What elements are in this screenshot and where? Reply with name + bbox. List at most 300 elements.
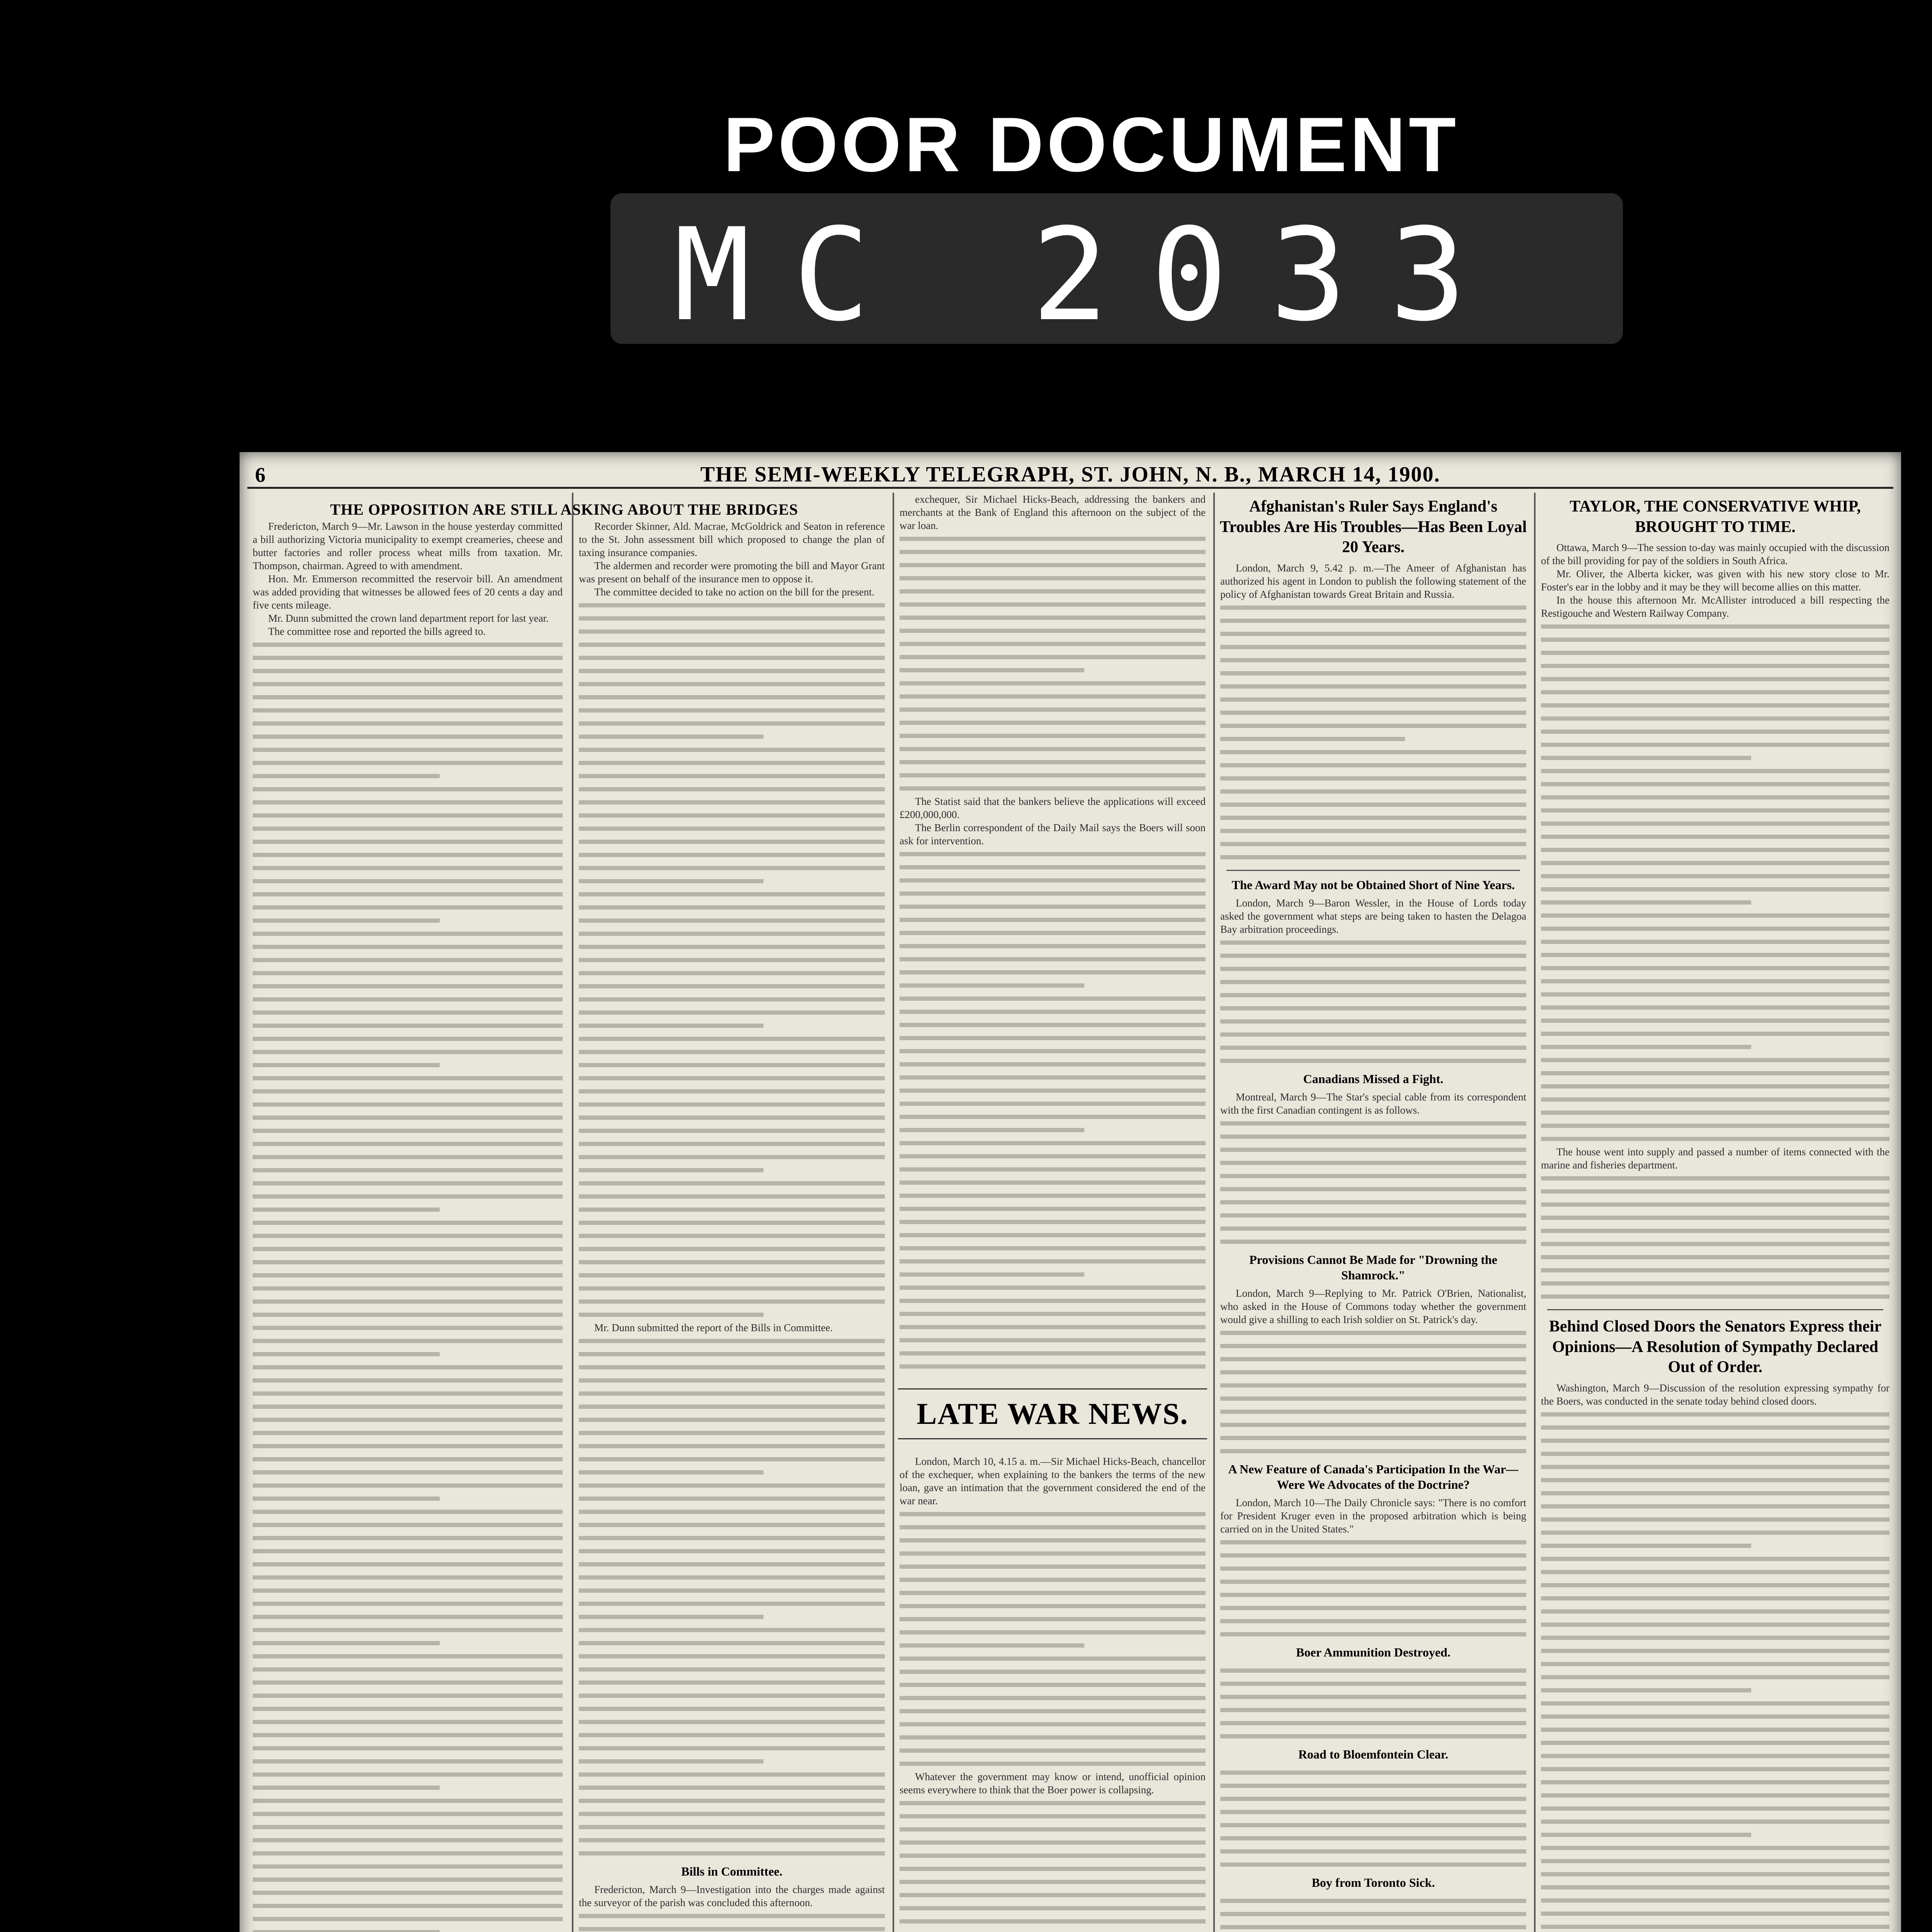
illegible-text-line xyxy=(900,1242,1206,1255)
illegible-text-line xyxy=(1220,1222,1526,1235)
illegible-text-line xyxy=(900,1731,1206,1744)
illegible-text-line xyxy=(579,1452,885,1466)
illegible-text-line xyxy=(253,1203,440,1216)
illegible-text-line xyxy=(253,1308,563,1321)
illegible-text-line xyxy=(1220,1326,1526,1339)
illegible-text-line xyxy=(1541,1867,1889,1881)
illegible-text-line xyxy=(579,927,885,940)
article-text: The aldermen and recorder were promoting the bill and Mayor Grant was present on behalf of the insurance men to oppose it. xyxy=(579,560,885,585)
illegible-text-line xyxy=(900,1110,1206,1123)
illegible-text-line xyxy=(253,1702,563,1715)
illegible-text-line xyxy=(579,1347,885,1361)
illegible-text-line xyxy=(579,1715,885,1728)
illegible-text-line xyxy=(900,1626,1206,1639)
illegible-text-line xyxy=(1541,804,1889,817)
illegible-text-line xyxy=(579,1439,885,1452)
filler-text-block xyxy=(573,1334,890,1860)
filler-text-block xyxy=(1215,936,1532,1067)
illegible-text-line xyxy=(900,1901,1206,1915)
illegible-text-line xyxy=(253,1505,563,1518)
illegible-text-line xyxy=(1541,1592,1889,1605)
illegible-text-line xyxy=(900,900,1206,913)
illegible-text-line xyxy=(253,966,563,980)
illegible-text-line xyxy=(900,1005,1206,1018)
illegible-text-line xyxy=(579,1426,885,1439)
illegible-text-line xyxy=(1541,712,1889,725)
shamrock-heading: Provisions Cannot Be Made for "Drowning the Shamrock." xyxy=(1249,1252,1497,1282)
illegible-text-line xyxy=(1541,1710,1889,1723)
illegible-text-line xyxy=(900,1691,1206,1704)
illegible-text-line xyxy=(1541,1565,1889,1578)
illegible-text-line xyxy=(1541,1290,1889,1303)
column-5 xyxy=(1534,493,1895,1932)
illegible-text-line xyxy=(253,1295,563,1308)
subheading: Bills in Committee. xyxy=(681,1864,783,1878)
illegible-text-line xyxy=(1220,1444,1526,1458)
illegible-text-line xyxy=(253,782,563,796)
illegible-text-line xyxy=(1220,667,1526,680)
illegible-text-line xyxy=(900,1215,1206,1228)
illegible-text-line xyxy=(579,861,885,874)
illegible-text-line xyxy=(1220,1549,1526,1562)
illegible-text-line xyxy=(253,743,563,756)
illegible-text-line xyxy=(1220,1379,1526,1392)
illegible-text-line xyxy=(1220,1703,1526,1716)
illegible-text-line xyxy=(579,1085,885,1098)
illegible-text-line xyxy=(900,1097,1206,1110)
illegible-text-line xyxy=(253,1426,563,1439)
illegible-text-line xyxy=(900,1704,1206,1718)
illegible-text-line xyxy=(579,717,885,730)
illegible-text-line xyxy=(1220,824,1526,837)
illegible-text-line xyxy=(900,1189,1206,1202)
illegible-text-line xyxy=(253,1689,563,1702)
illegible-text-line xyxy=(579,1295,885,1308)
illegible-text-line xyxy=(579,1269,885,1282)
illegible-text-line xyxy=(253,1663,563,1676)
illegible-text-line xyxy=(1220,1536,1526,1549)
column-3 xyxy=(893,493,1211,1932)
article-text: The committee decided to take no action on the bill for the present. xyxy=(594,586,875,598)
illegible-text-line xyxy=(253,1531,563,1544)
illegible-text-line xyxy=(1220,601,1526,614)
illegible-text-line xyxy=(900,545,1206,558)
illegible-text-line xyxy=(1220,1690,1526,1703)
illegible-text-line xyxy=(900,1071,1206,1084)
illegible-text-line xyxy=(579,1922,885,1932)
illegible-text-line xyxy=(253,1098,563,1111)
illegible-text-line xyxy=(253,756,563,769)
illegible-text-line xyxy=(579,1216,885,1229)
illegible-text-line xyxy=(900,1347,1206,1360)
illegible-text-line xyxy=(900,1560,1206,1573)
illegible-text-line xyxy=(253,1492,440,1505)
illegible-text-line xyxy=(1220,732,1405,745)
illegible-text-line xyxy=(900,1031,1206,1044)
illegible-text-line xyxy=(1541,725,1889,738)
article-text: London, March 10—The Daily Chronicle says: "There is no comfort for President Kruger even in the proposed arbitration which is being carried on in the United States." xyxy=(1220,1497,1526,1535)
illegible-text-line xyxy=(579,1479,885,1492)
film-header xyxy=(0,0,1932,386)
article-text: London, March 9, 5.42 p. m.—The Ameer of Afghanistan has authorized his agent in London to publish the following statement of the policy of Afghanistan towards Great Britain and Russia. xyxy=(1220,562,1526,600)
illegible-text-line xyxy=(1541,1264,1889,1277)
article-text: In the house this afternoon Mr. McAllister introduced a bill respecting the Restigouche and Western Railway Company. xyxy=(1541,594,1889,619)
illegible-text-line xyxy=(1541,1881,1889,1894)
illegible-text-line xyxy=(900,874,1206,887)
illegible-text-line xyxy=(1220,1366,1526,1379)
illegible-text-line xyxy=(1541,1578,1889,1592)
illegible-text-line xyxy=(900,558,1206,571)
illegible-text-line xyxy=(253,1216,563,1229)
illegible-text-line xyxy=(1220,1766,1526,1779)
divider xyxy=(1226,870,1520,871)
illegible-text-line xyxy=(253,888,563,901)
illegible-text-line xyxy=(1220,693,1526,706)
illegible-text-line xyxy=(900,1573,1206,1586)
illegible-text-line xyxy=(900,1652,1206,1665)
illegible-text-line xyxy=(1541,1486,1889,1500)
illegible-text-line xyxy=(579,1374,885,1387)
illegible-text-line xyxy=(900,1333,1206,1347)
filler-text-block xyxy=(894,1796,1211,1932)
illegible-text-line xyxy=(579,1466,764,1479)
filler-text-block xyxy=(1215,1326,1532,1458)
illegible-text-line xyxy=(253,1768,563,1781)
illegible-text-line xyxy=(579,664,885,677)
illegible-text-line xyxy=(253,1334,563,1347)
illegible-text-line xyxy=(1541,777,1889,791)
illegible-text-line xyxy=(1541,1513,1889,1526)
illegible-text-line xyxy=(253,704,563,717)
article-text: Hon. Mr. Emmerson recommitted the reservoir bill. An amendment was added providing that witnesses be allowed fees of 20 cents a day and five cents mileage. xyxy=(253,573,563,611)
illegible-text-line xyxy=(1220,759,1526,772)
illegible-text-line xyxy=(1220,1352,1526,1366)
award-heading: The Award May not be Obtained Short of Nine Years. xyxy=(1231,878,1515,892)
illegible-text-line xyxy=(253,901,563,914)
film-code: MC 2033 xyxy=(673,201,1509,349)
illegible-text-line xyxy=(579,1242,885,1255)
illegible-text-line xyxy=(1541,1119,1889,1132)
subheading: Boer Ammunition Destroyed. xyxy=(1296,1645,1451,1659)
illegible-text-line xyxy=(253,874,563,888)
article-text: The house went into supply and passed a number of items connected with the marine and fisheries department. xyxy=(1541,1146,1889,1171)
illegible-text-line xyxy=(253,1623,563,1636)
illegible-text-line xyxy=(1220,1130,1526,1143)
illegible-text-line xyxy=(1220,1405,1526,1418)
illegible-text-line xyxy=(900,1084,1206,1097)
senators-heading: Behind Closed Doors the Senators Express their Opinions—A Resolution of Sympathy Declared Out of Order. xyxy=(1549,1318,1882,1376)
poor-document-notice: POOR DOCUMENT xyxy=(723,102,1459,188)
illegible-text-line xyxy=(1220,1907,1526,1920)
illegible-text-line xyxy=(1541,1841,1889,1854)
illegible-text-line xyxy=(900,1915,1206,1928)
illegible-text-line xyxy=(900,913,1206,926)
illegible-text-line xyxy=(1220,1169,1526,1182)
column-2 xyxy=(572,493,890,1932)
illegible-text-line xyxy=(579,1400,885,1413)
illegible-text-line xyxy=(579,1689,885,1702)
illegible-text-line xyxy=(900,1202,1206,1215)
illegible-text-line xyxy=(1220,627,1526,640)
illegible-text-line xyxy=(900,952,1206,966)
illegible-text-line xyxy=(253,1400,563,1413)
illegible-text-line xyxy=(1541,988,1889,1001)
illegible-text-line xyxy=(253,1479,563,1492)
illegible-text-line xyxy=(900,979,1084,992)
illegible-text-line xyxy=(900,926,1206,939)
illegible-text-line xyxy=(1541,1172,1889,1185)
illegible-text-line xyxy=(579,612,885,625)
illegible-text-line xyxy=(579,1571,885,1584)
illegible-text-line xyxy=(579,1006,885,1019)
illegible-text-line xyxy=(1541,620,1889,633)
illegible-text-line xyxy=(1541,1802,1889,1815)
illegible-text-line xyxy=(1220,1845,1526,1858)
illegible-text-line xyxy=(900,1320,1206,1333)
illegible-text-line xyxy=(900,1718,1206,1731)
illegible-text-line xyxy=(579,848,885,861)
illegible-text-line xyxy=(1541,975,1889,988)
illegible-text-line xyxy=(1220,640,1526,653)
illegible-text-line xyxy=(900,1228,1206,1242)
illegible-text-line xyxy=(1220,1431,1526,1444)
illegible-text-line xyxy=(253,1361,563,1374)
illegible-text-line xyxy=(253,730,563,743)
illegible-text-line xyxy=(1220,1041,1526,1054)
illegible-text-line xyxy=(900,1849,1206,1862)
illegible-text-line xyxy=(1541,909,1889,922)
illegible-text-line xyxy=(900,716,1206,729)
illegible-text-line xyxy=(1541,1066,1889,1080)
illegible-text-line xyxy=(253,677,563,690)
illegible-text-line xyxy=(1541,922,1889,935)
illegible-text-line xyxy=(1220,1002,1526,1015)
illegible-text-line xyxy=(1541,1697,1889,1710)
illegible-text-line xyxy=(1541,1211,1889,1224)
illegible-text-line xyxy=(1541,1447,1889,1460)
illegible-text-line xyxy=(1541,1106,1889,1119)
illegible-text-line xyxy=(1541,659,1889,672)
illegible-text-line xyxy=(1541,1618,1889,1631)
illegible-text-line xyxy=(579,1676,885,1689)
newspaper-page xyxy=(240,452,1901,1932)
illegible-text-line xyxy=(579,1308,764,1321)
illegible-text-line xyxy=(1541,1460,1889,1473)
illegible-text-line xyxy=(1220,1858,1526,1871)
illegible-text-line xyxy=(253,1597,563,1610)
illegible-text-line xyxy=(900,637,1206,650)
illegible-text-line xyxy=(579,953,885,966)
illegible-text-line xyxy=(579,1255,885,1269)
illegible-text-line xyxy=(579,599,885,612)
illegible-text-line xyxy=(253,1321,563,1334)
illegible-text-line xyxy=(579,1820,885,1833)
article-text: Mr. Dunn submitted the report of the Bills in Committee. xyxy=(594,1322,833,1333)
filler-text-block xyxy=(1215,1117,1532,1248)
illegible-text-line xyxy=(1541,1408,1889,1421)
illegible-text-line xyxy=(253,1886,563,1899)
illegible-text-line xyxy=(253,1558,563,1571)
illegible-text-line xyxy=(1541,738,1889,751)
illegible-text-line xyxy=(1541,646,1889,659)
illegible-text-line xyxy=(579,1544,885,1558)
illegible-text-line xyxy=(579,980,885,993)
illegible-text-line xyxy=(900,1176,1206,1189)
article-text: The Berlin correspondent of the Daily Mail says the Boers will soon ask for intervention. xyxy=(900,822,1206,847)
illegible-text-line xyxy=(579,966,885,980)
illegible-text-line xyxy=(900,611,1206,624)
illegible-text-line xyxy=(1220,772,1526,785)
illegible-text-line xyxy=(1220,1716,1526,1730)
illegible-text-line xyxy=(253,1650,563,1663)
illegible-text-line xyxy=(579,1755,764,1768)
illegible-text-line xyxy=(253,809,563,822)
new-feature-heading: A New Feature of Canada's Participation In the War—Were We Advocates of the Doctrine? xyxy=(1228,1462,1519,1492)
illegible-text-line xyxy=(579,1833,885,1847)
illegible-text-line xyxy=(1220,988,1526,1002)
illegible-text-line xyxy=(1541,1198,1889,1211)
illegible-text-line xyxy=(579,1334,885,1347)
article-text: Fredericton, March 9—Mr. Lawson in the house yesterday committed a bill authorizing Victoria municipality to exempt creameries, cheese and butter factories and roller process wheat mills from taxation. Mr. Thompson, chairman. Agreed to with amendment. xyxy=(253,520,563,571)
illegible-text-line xyxy=(1541,1053,1889,1066)
illegible-text-line xyxy=(900,624,1206,637)
illegible-text-line xyxy=(253,1282,563,1295)
illegible-text-line xyxy=(1541,1920,1889,1932)
illegible-text-line xyxy=(900,598,1206,611)
illegible-text-line xyxy=(1541,791,1889,804)
illegible-text-line xyxy=(253,914,440,927)
filler-text-block xyxy=(894,847,1211,1373)
illegible-text-line xyxy=(900,1150,1206,1163)
illegible-text-line xyxy=(253,1177,563,1190)
illegible-text-line xyxy=(1220,1588,1526,1601)
illegible-text-line xyxy=(579,1203,885,1216)
taylor-heading: TAYLOR, THE CONSERVATIVE WHIP, BROUGHT TO TIME. xyxy=(1570,498,1861,536)
illegible-text-line xyxy=(579,1728,885,1742)
article-text: Whatever the government may know or intend, unofficial opinion seems everywhere to think that the Boer power is collapsing. xyxy=(900,1770,1206,1796)
illegible-text-line xyxy=(1220,680,1526,693)
illegible-text-line xyxy=(253,1676,563,1689)
illegible-text-line xyxy=(1541,856,1889,869)
filler-text-block xyxy=(894,1507,1211,1770)
illegible-text-line xyxy=(1220,1832,1526,1845)
illegible-text-line xyxy=(253,980,563,993)
illegible-text-line xyxy=(579,769,885,782)
illegible-text-line xyxy=(253,1150,563,1163)
illegible-text-line xyxy=(579,1597,885,1610)
illegible-text-line xyxy=(1541,1132,1889,1145)
illegible-text-line xyxy=(579,1518,885,1531)
illegible-text-line xyxy=(900,939,1206,952)
illegible-text-line xyxy=(900,1678,1206,1691)
illegible-text-line xyxy=(1541,751,1751,764)
illegible-text-line xyxy=(1541,1644,1889,1657)
illegible-text-line xyxy=(1541,1723,1889,1736)
illegible-text-line xyxy=(1541,1027,1889,1040)
illegible-text-line xyxy=(579,1045,885,1058)
illegible-text-line xyxy=(1541,764,1889,777)
illegible-text-line xyxy=(900,1136,1206,1150)
illegible-text-line xyxy=(900,755,1206,769)
article-text: Mr. Oliver, the Alberta kicker, was given with his new story close to Mr. Foster's ear in the lobby and it may be they will become allies on this matter. xyxy=(1541,568,1889,593)
illegible-text-line xyxy=(1220,1730,1526,1743)
article-text: The Statist said that the bankers believe the applications will exceed £200,000,000. xyxy=(900,796,1206,820)
illegible-text-line xyxy=(1220,1143,1526,1156)
illegible-text-line xyxy=(900,585,1206,598)
illegible-text-line xyxy=(900,1665,1206,1678)
illegible-text-line xyxy=(1541,830,1889,843)
illegible-text-line xyxy=(253,1374,563,1387)
illegible-text-line xyxy=(579,993,885,1006)
illegible-text-line xyxy=(579,651,885,664)
illegible-text-line xyxy=(579,1058,885,1071)
illegible-text-line xyxy=(900,782,1206,795)
illegible-text-line xyxy=(579,888,885,901)
illegible-text-line xyxy=(579,677,885,690)
masthead-title: THE SEMI-WEEKLY TELEGRAPH, ST. JOHN, N. B., MARCH 14, 1900. xyxy=(700,463,1440,486)
illegible-text-line xyxy=(1541,1421,1889,1434)
illegible-text-line xyxy=(579,1150,885,1163)
illegible-text-line xyxy=(253,940,563,953)
illegible-text-line xyxy=(1220,1418,1526,1431)
illegible-text-line xyxy=(579,1361,885,1374)
illegible-text-line xyxy=(1220,1894,1526,1907)
illegible-text-line xyxy=(1541,633,1889,646)
illegible-text-line xyxy=(253,1006,563,1019)
illegible-text-line xyxy=(900,1163,1206,1176)
illegible-text-line xyxy=(253,1387,563,1400)
afghanistan-heading: Afghanistan's Ruler Says England's Troubles Are His Troubles—Has Been Loyal 20 Years. xyxy=(1219,498,1527,556)
illegible-text-line xyxy=(253,1242,563,1255)
article-text: The committee rose and reported the bills agreed to. xyxy=(268,626,486,637)
article-text: Washington, March 9—Discussion of the resolution expressing sympathy for the Boers, was conducted in the senate today behind closed doors. xyxy=(1541,1382,1889,1407)
illegible-text-line xyxy=(253,1755,563,1768)
illegible-text-line xyxy=(900,1810,1206,1823)
illegible-text-line xyxy=(253,927,563,940)
illegible-text-line xyxy=(900,1928,1084,1932)
illegible-text-line xyxy=(579,809,885,822)
illegible-text-line xyxy=(900,703,1206,716)
illegible-text-line xyxy=(579,1531,885,1544)
illegible-text-line xyxy=(1541,1552,1889,1565)
illegible-text-line xyxy=(1541,843,1889,856)
masthead xyxy=(247,460,1893,489)
illegible-text-line xyxy=(253,651,563,664)
illegible-text-line xyxy=(900,861,1206,874)
filler-text-block xyxy=(247,638,568,1932)
illegible-text-line xyxy=(1541,1093,1889,1106)
illegible-text-line xyxy=(579,1663,885,1676)
canadians-missed-heading: Canadians Missed a Fight. xyxy=(1303,1071,1444,1086)
illegible-text-line xyxy=(1220,1779,1526,1792)
illegible-text-line xyxy=(253,1255,563,1269)
illegible-text-line xyxy=(579,690,885,704)
article-text: Mr. Dunn submitted the crown land department report for last year. xyxy=(268,612,549,624)
article-text: London, March 10, 4.15 a. m.—Sir Michael Hicks-Beach, chancellor of the exchequer, when explaining to the bankers the terms of the new loan, gave an intimation that the government considered the end of the war near. xyxy=(900,1455,1206,1507)
illegible-text-line xyxy=(1220,1339,1526,1352)
illegible-text-line xyxy=(579,1177,885,1190)
illegible-text-line xyxy=(253,1847,563,1860)
illegible-text-line xyxy=(579,1702,885,1715)
illegible-text-line xyxy=(1220,719,1526,732)
illegible-text-line xyxy=(579,1623,885,1636)
illegible-text-line xyxy=(579,756,885,769)
illegible-text-line xyxy=(1220,975,1526,988)
illegible-text-line xyxy=(579,835,885,848)
illegible-text-line xyxy=(1220,850,1526,864)
illegible-text-line xyxy=(579,1071,885,1085)
illegible-text-line xyxy=(253,1899,563,1912)
